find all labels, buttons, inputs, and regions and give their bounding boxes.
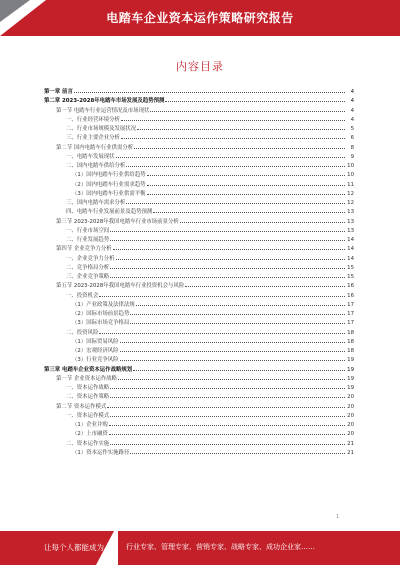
- toc-entry-page: 16: [347, 292, 354, 299]
- toc-leader-dots: [109, 419, 345, 426]
- toc-leader-dots: [130, 447, 345, 454]
- toc-leader-dots: [110, 382, 345, 389]
- toc-entry-title: 第一章 前言: [44, 89, 73, 95]
- toc-entry-page: 8: [350, 144, 354, 151]
- toc-entry-page: 14: [347, 237, 354, 243]
- toc-leader-dots: [147, 188, 345, 195]
- toc-entry-title: 第二章 2023-2028年电踏车市场发展及趋势预测: [44, 98, 165, 105]
- toc-entry-page: 10: [347, 163, 354, 169]
- toc-entry[interactable]: [44, 262, 354, 271]
- toc-entry[interactable]: [44, 290, 354, 299]
- toc-entry[interactable]: [44, 86, 354, 95]
- footer-slogan-left: 让每个人都能成为: [44, 543, 104, 552]
- toc-leader-dots: [116, 151, 345, 158]
- toc-entry-page: 10: [347, 172, 354, 179]
- toc-entry[interactable]: [44, 401, 354, 410]
- toc-entry-title: （1）产业政策及法律法规: [72, 301, 135, 308]
- toc-entry-page: 9: [350, 153, 354, 160]
- toc-entry-title: 第一节 企业资本运作战略: [56, 375, 118, 382]
- toc-entry[interactable]: [44, 354, 354, 363]
- toc-entry-title: 三、企业竞争策略: [66, 274, 110, 280]
- toc-entry-title: 二、资本运作策略: [66, 394, 110, 401]
- toc-entry-title: 第五节 2023-2028年我国电踏车行业投资机会与风险: [56, 283, 185, 290]
- toc-entry[interactable]: [44, 160, 354, 169]
- toc-entry[interactable]: [44, 179, 354, 188]
- toc-entry-title: 第一节 电踏车行业运营情况及市场现状: [56, 107, 150, 114]
- toc-entry-page: 17: [347, 301, 354, 308]
- toc-entry-page: 17: [347, 311, 354, 317]
- toc-entry-page: 5: [350, 126, 354, 132]
- toc-entry[interactable]: [44, 188, 354, 197]
- toc-leader-dots: [120, 345, 345, 352]
- toc-entry-page: 18: [347, 329, 354, 336]
- toc-entry-page: 20: [347, 403, 354, 410]
- toc-entry-title: （2）国内电踏车行业需求趋势: [72, 181, 146, 188]
- toc-leader-dots: [110, 234, 345, 241]
- toc-entry-page: 19: [347, 385, 354, 391]
- toc-entry-title: （3）国内电踏车行业供需平衡: [72, 190, 146, 197]
- toc-entry[interactable]: [44, 253, 354, 262]
- toc-leader-dots: [99, 290, 345, 297]
- toc-entry[interactable]: [44, 132, 354, 141]
- toc-leader-dots: [110, 438, 345, 445]
- toc-entry[interactable]: [44, 206, 354, 215]
- toc-entry-page: 13: [347, 227, 354, 234]
- toc-entry[interactable]: [44, 271, 354, 280]
- toc-leader-dots: [110, 410, 345, 417]
- toc-entry-page: 15: [347, 264, 354, 271]
- toc-leader-dots: [147, 179, 345, 186]
- toc-entry[interactable]: [44, 280, 354, 289]
- toc-entry-title: （1）国内电踏车行业供给趋势: [72, 172, 146, 179]
- toc-entry-title: 四、电踏车行业发展前景及趋势预测: [66, 209, 153, 216]
- toc-entry-page: 16: [347, 283, 354, 290]
- toc-entry-page: 19: [347, 375, 354, 382]
- toc-leader-dots: [120, 336, 345, 343]
- toc-entry-page: 4: [350, 89, 354, 95]
- report-title: 电踏车企业资本运作策略研究报告: [106, 11, 294, 25]
- toc-entry-title: 第四节 企业竞争力分析: [56, 246, 112, 253]
- footer-band: [0, 531, 400, 565]
- toc-entry-title: 二、行业发展趋势: [66, 237, 110, 243]
- toc-entry-page: 20: [347, 422, 354, 428]
- toc-entry-page: 20: [347, 394, 354, 401]
- toc-leader-dots: [110, 391, 345, 398]
- toc-leader-dots: [150, 105, 345, 112]
- toc-leader-dots: [121, 114, 345, 121]
- toc-leader-dots: [153, 206, 345, 213]
- toc-entry-page: 15: [347, 274, 354, 280]
- toc-leader-dots: [165, 95, 345, 102]
- toc-entry[interactable]: [44, 234, 354, 243]
- toc-leader-dots: [121, 132, 345, 139]
- toc-entry-title: 一、资本运作战略: [66, 385, 110, 391]
- toc-entry-title: 一、投资机会: [66, 292, 99, 299]
- toc-entry-title: 二、竞争格局分析: [66, 264, 110, 271]
- toc-entry-title: 三、行业主要企业分析: [66, 135, 120, 142]
- toc-leader-dots: [126, 197, 345, 204]
- toc-entry-page: 11: [347, 181, 354, 188]
- toc-entry[interactable]: [44, 142, 354, 151]
- toc-entry-title: 二、投资风险: [66, 329, 99, 336]
- toc-entry[interactable]: [44, 419, 354, 428]
- toc-entry-page: 13: [347, 209, 354, 216]
- toc-entry-title: 一、资本运作模式: [66, 412, 110, 419]
- toc-entry[interactable]: [44, 382, 354, 391]
- toc-leader-dots: [130, 317, 345, 324]
- toc-leader-dots: [113, 243, 345, 250]
- toc-entry-page: 20: [347, 412, 354, 419]
- toc-entry[interactable]: [44, 364, 354, 373]
- toc-leader-dots: [99, 327, 345, 334]
- table-of-contents: [44, 86, 354, 456]
- toc-entry-title: 第二节 资本运作模式: [56, 403, 107, 410]
- toc-entry[interactable]: [44, 327, 354, 336]
- toc-heading: 内容目录: [176, 60, 224, 73]
- toc-leader-dots: [120, 354, 345, 361]
- toc-entry-page: 14: [347, 246, 354, 253]
- toc-leader-dots: [185, 280, 345, 287]
- toc-leader-dots: [116, 253, 345, 260]
- toc-leader-dots: [74, 86, 345, 93]
- toc-entry[interactable]: [44, 197, 354, 206]
- toc-entry[interactable]: [44, 299, 354, 308]
- toc-entry-title: （1）国际贸易风险: [72, 338, 119, 345]
- toc-entry-page: 20: [347, 431, 354, 438]
- toc-entry-title: 第三章 电踏车企业资本运作战略规划: [44, 366, 133, 373]
- toc-entry-page: 12: [347, 200, 354, 206]
- toc-entry-page: 19: [347, 366, 354, 373]
- toc-entry-title: （1）资本运作实施路径: [72, 449, 130, 456]
- toc-entry[interactable]: [44, 438, 354, 447]
- toc-entry-page: 17: [347, 320, 354, 327]
- toc-leader-dots: [110, 225, 345, 232]
- toc-leader-dots: [134, 142, 345, 149]
- toc-leader-dots: [136, 299, 345, 306]
- toc-leader-dots: [107, 401, 345, 408]
- toc-leader-dots: [147, 169, 345, 176]
- toc-entry[interactable]: [44, 410, 354, 419]
- toc-entry-title: 二、行业市场规模及发展状况: [66, 126, 137, 132]
- toc-entry-page: 18: [347, 348, 354, 354]
- toc-entry-title: 二、国内电踏车供给分析: [66, 163, 126, 169]
- page-number: 1: [336, 514, 340, 520]
- toc-entry-page: 18: [347, 338, 354, 345]
- toc-entry-page: 12: [347, 190, 354, 197]
- toc-entry[interactable]: [44, 225, 354, 234]
- toc-entry[interactable]: [44, 336, 354, 345]
- toc-entry-title: 一、企业竞争力分析: [66, 255, 115, 262]
- header-band: [0, 0, 400, 36]
- toc-entry[interactable]: [44, 95, 354, 104]
- toc-entry-title: 三、国内电踏车需求分析: [66, 200, 126, 206]
- toc-entry-page: 14: [347, 255, 354, 262]
- toc-entry-page: 4: [350, 107, 354, 114]
- toc-leader-dots: [110, 262, 345, 269]
- toc-entry[interactable]: [44, 391, 354, 400]
- toc-entry-title: （2）国际市场前景趋势: [72, 311, 130, 317]
- toc-entry[interactable]: [44, 345, 354, 354]
- toc-entry-page: 19: [347, 357, 354, 364]
- toc-entry-title: 第三节 2023-2028年我国电踏车行业市场前景分析: [56, 218, 179, 225]
- toc-entry-page: 21: [347, 440, 354, 447]
- toc-entry-title: （3）国际市场竞争格局: [72, 320, 130, 327]
- toc-entry-title: （1）企业并购: [72, 422, 108, 428]
- toc-entry-title: 一、行业经营环境分析: [66, 116, 120, 123]
- toc-entry[interactable]: [44, 105, 354, 114]
- toc-entry[interactable]: [44, 428, 354, 437]
- toc-leader-dots: [180, 216, 345, 223]
- toc-entry[interactable]: [44, 373, 354, 382]
- toc-entry[interactable]: [44, 114, 354, 123]
- toc-entry[interactable]: [44, 317, 354, 326]
- toc-entry-title: 一、电踏车发展现状: [66, 153, 115, 160]
- toc-entry-page: 4: [350, 98, 354, 105]
- toc-leader-dots: [110, 271, 345, 278]
- toc-leader-dots: [130, 308, 345, 315]
- toc-entry-page: 21: [347, 449, 354, 456]
- toc-leader-dots: [126, 160, 345, 167]
- toc-entry[interactable]: [44, 447, 354, 456]
- toc-leader-dots: [118, 373, 345, 380]
- footer-slogan-right: 行业专家、管理专家、营销专家、战略专家、成功企业家……: [126, 543, 315, 551]
- toc-entry[interactable]: [44, 169, 354, 178]
- toc-leader-dots: [109, 428, 345, 435]
- toc-entry[interactable]: [44, 308, 354, 317]
- toc-entry[interactable]: [44, 151, 354, 160]
- toc-entry-page: 13: [347, 218, 354, 225]
- toc-leader-dots: [137, 123, 345, 130]
- toc-entry-title: （3）行业竞争风险: [72, 357, 119, 364]
- toc-entry-page: 4: [350, 116, 354, 123]
- toc-entry-title: 一、行业市场空间: [66, 227, 110, 234]
- toc-entry[interactable]: [44, 243, 354, 252]
- toc-entry-title: 第二节 国内电踏车行业供需分析: [56, 144, 134, 151]
- toc-entry[interactable]: [44, 216, 354, 225]
- toc-entry-page: 6: [350, 135, 354, 142]
- toc-entry-title: （2）宏观经济风险: [72, 348, 119, 354]
- toc-entry-title: 二、资本运作实施: [66, 440, 110, 447]
- toc-leader-dots: [133, 364, 345, 371]
- toc-entry[interactable]: [44, 123, 354, 132]
- toc-entry-title: （2）上市融资: [72, 431, 108, 438]
